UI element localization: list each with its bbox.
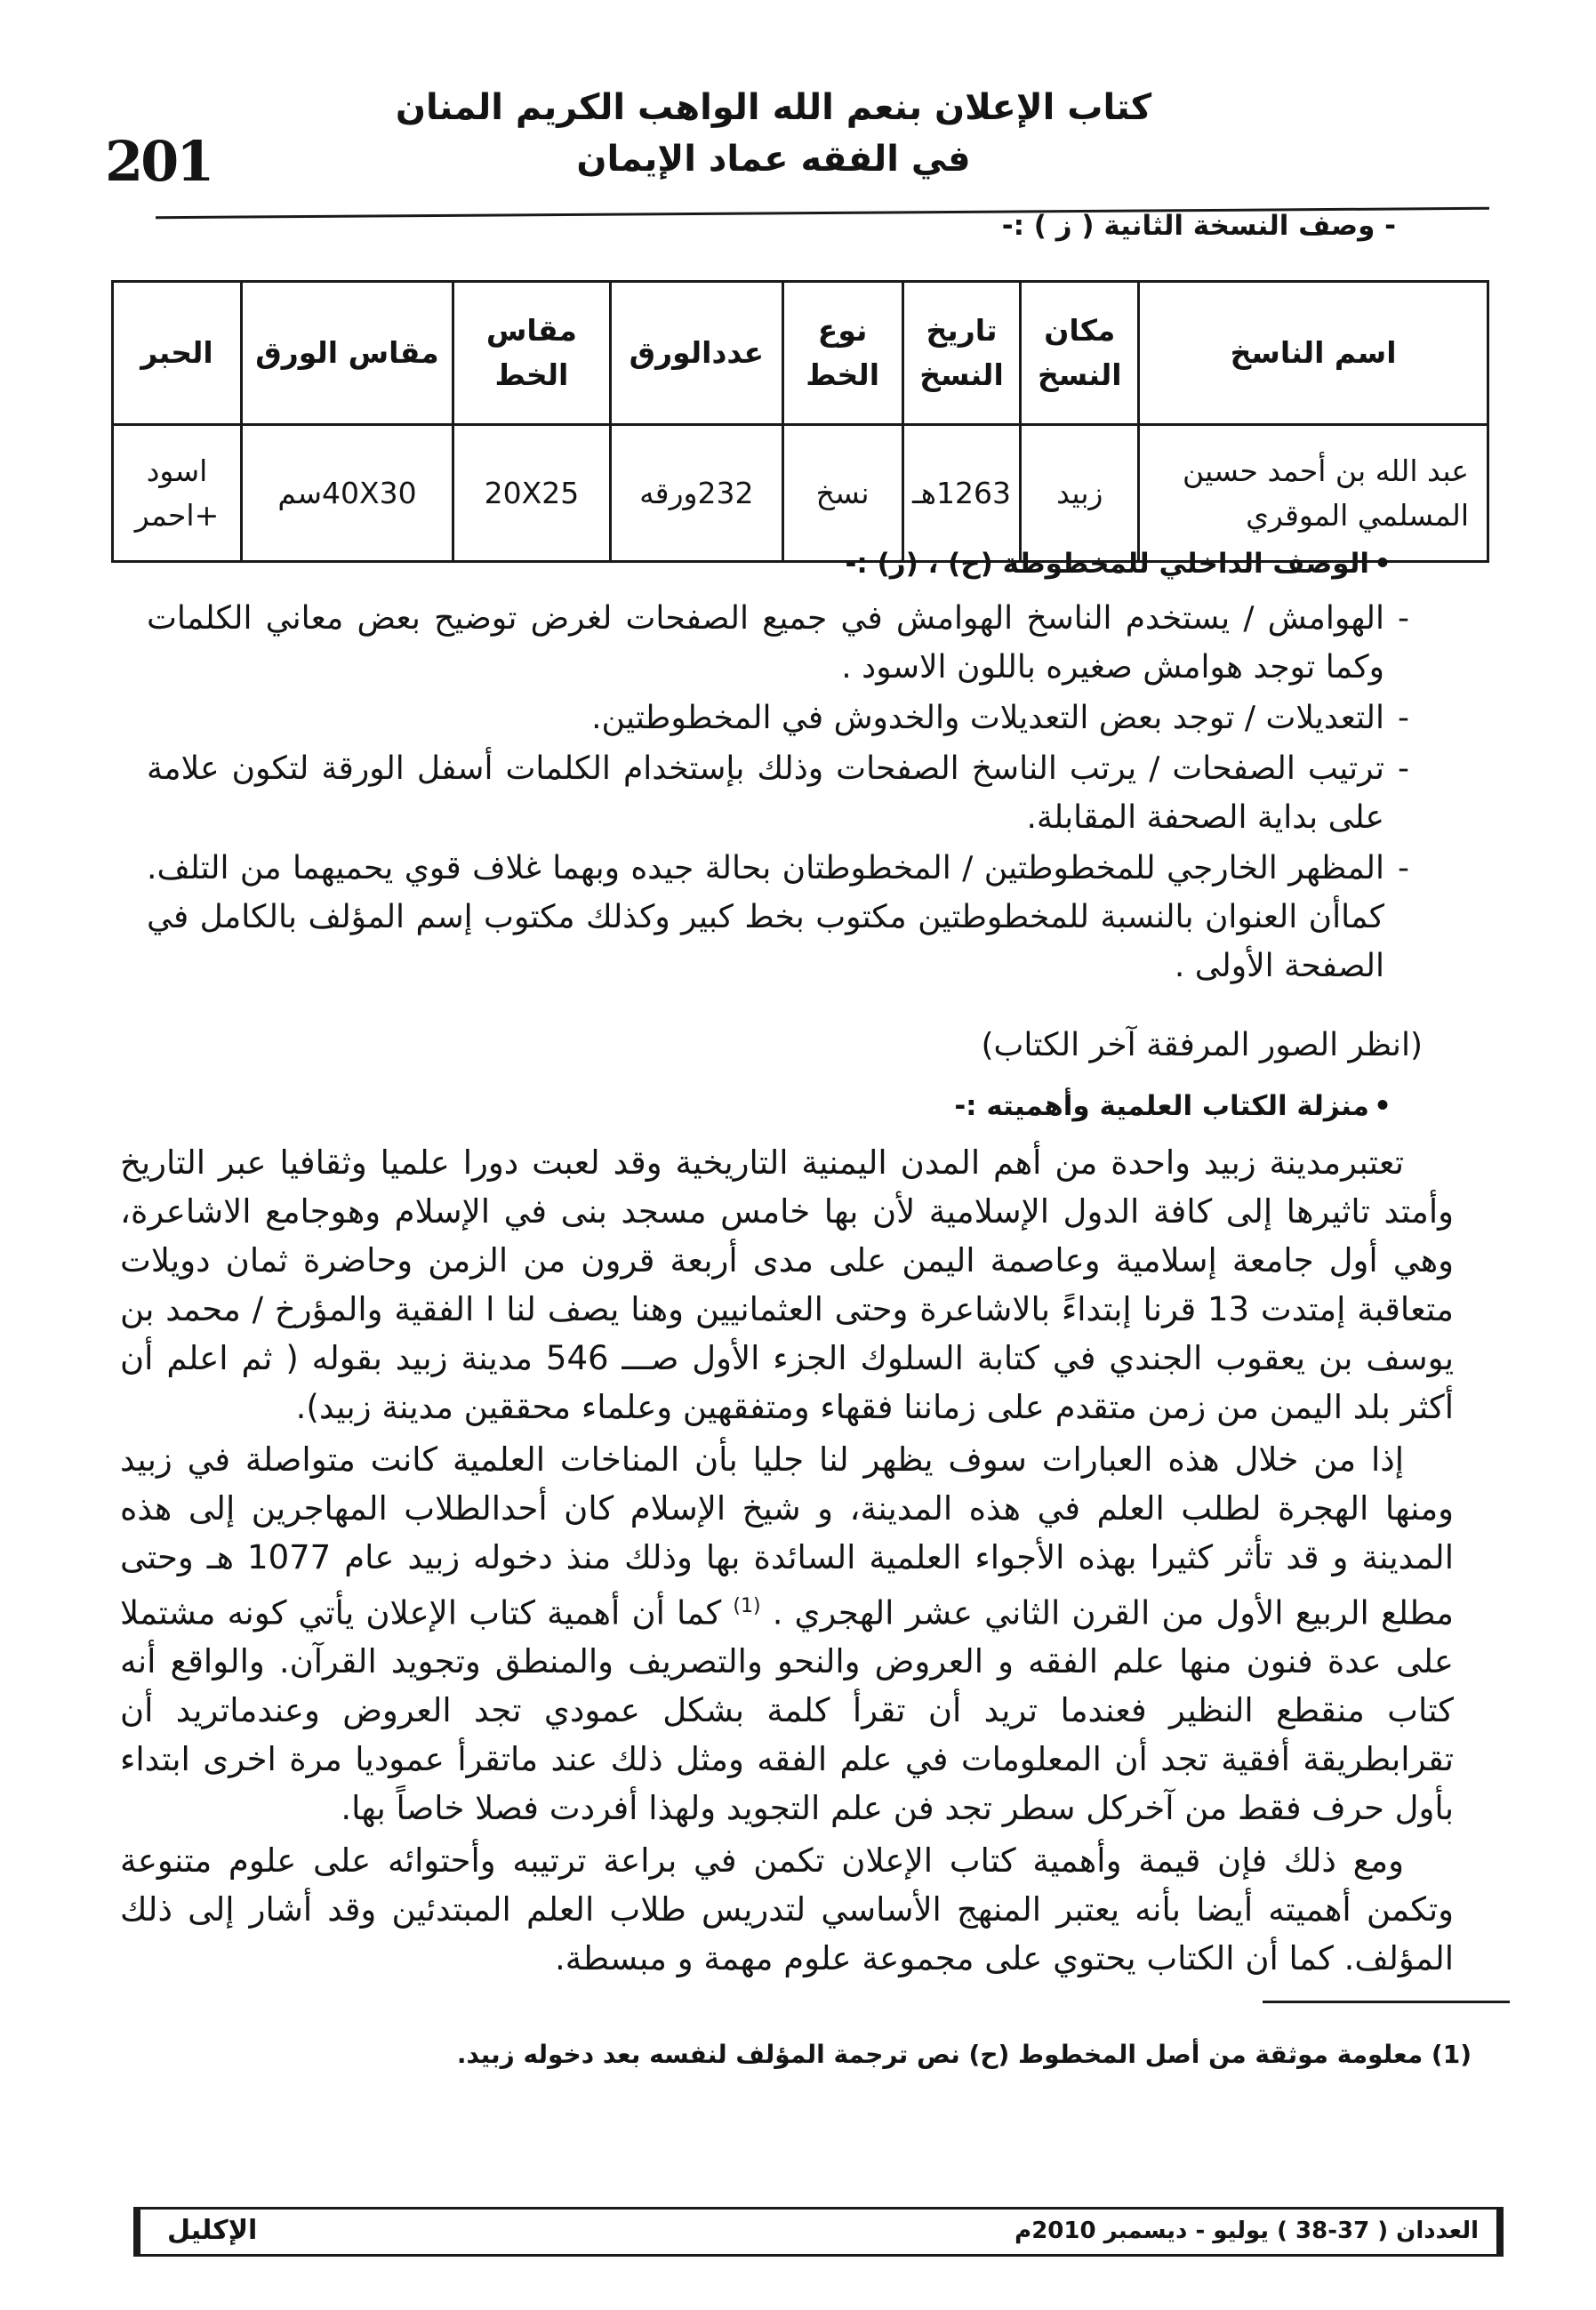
footnote-marker: (1) xyxy=(733,1595,761,1617)
column-header: نوع الخط xyxy=(782,282,902,425)
column-header: تاريخ النسخ xyxy=(902,282,1021,425)
column-header: مكان النسخ xyxy=(1021,282,1139,425)
table-row xyxy=(113,425,1488,562)
book-title: كتاب الإعلان بنعم الله الواهب الكريم المنان في الفقه عماد الإيمان xyxy=(395,87,1152,180)
table-cell: زبيد xyxy=(1021,425,1139,562)
column-header: مقاس الورق xyxy=(242,282,453,425)
table-cell: نسخ xyxy=(782,425,902,562)
paragraph: تعتبرمدينة زبيد واحدة من أهم المدن اليمنية التاريخية وقد لعبت دورا علميا وثقافيا عبر التاريخ وأمتد تاثيرها إلى كافة الدول الإسلامية لأن بها خامس مسجد بنى في الإسلام وهوجامع الاشاعرة، وهي أول جامعة إسلامية وعاصمة اليمن على مدى أربعة قرون من الزمن وحاضرة ثمان دويلات متعاقبة إمتدت 13 قرنا إبتداءً بالاشاعرة وحتى العثمانيين وهنا يصف لنا ا الفقية والمؤرخ / محمد بن يوسف بن يعقوب الجندي في كتابة السلوك الجزء الأول صـــ 546 مدينة زبيد بقوله ( ثم اعلم أن أكثر بلد اليمن من زمن متقدم على زماننا فقهاء ومتفقهين وعلماء محققين مدينة زبيد). xyxy=(120,1143,1454,1426)
bullet-icon: • xyxy=(1374,1090,1391,1122)
table-cell: عبد الله بن أحمد حسين المسلمي الموقري xyxy=(1139,425,1488,562)
list-item: - ترتيب الصفحات / يرتب الناسخ الصفحات وذلك بإستخدام الكلمات أسفل الورقة لتكون علامة على بداية الصحفة المقابلة. xyxy=(147,744,1409,842)
column-header: الحبر xyxy=(113,282,242,425)
page-number: 201 xyxy=(105,129,213,194)
second-copy-heading: - وصف النسخة الثانية ( ز ) :- xyxy=(1001,210,1396,242)
journal-logo: الإكليل xyxy=(167,2215,258,2246)
table-cell: اسود +احمر xyxy=(113,425,242,562)
bullet-icon: • xyxy=(1374,548,1391,580)
list-item: - التعديلات / توجد بعض التعديلات والخدوش في المخطوطتين. xyxy=(147,694,1409,742)
internal-description-list xyxy=(147,594,1409,992)
importance-body xyxy=(120,1138,1454,1986)
manuscript-table xyxy=(111,280,1489,563)
column-header: عددالورق xyxy=(610,282,782,425)
footnote-rule xyxy=(1263,2001,1510,2003)
table-cell: 20X25 xyxy=(453,425,610,562)
paragraph: ومع ذلك فإن قيمة وأهمية كتاب الإعلان تكمن في براعة ترتيبه وأحتوائه على علوم متنوعة وتكمن أهميته أيضا بأنه يعتبر المنهج الأساسي لتدريس طلاب العلم المبتدئين وقد أشار إلى ذلك المؤلف. كما أن الكتاب يحتوي على مجموعة علوم مهمة و مبسطة. xyxy=(120,1841,1454,1978)
table-header-row xyxy=(113,282,1488,425)
paragraph: إذا من خلال هذه العبارات سوف يظهر لنا جليا بأن المناخات العلمية كانت متواصلة في زبيد ومنها الهجرة لطلب العلم في هذه المدينة، و شيخ الإسلام كان أحدالطلاب المهاجرين إلى هذه المدينة و قد تأثر كثيرا بهذه الأجواء العلمية السائدة بها وذلك منذ دخوله زبيد عام 1077 هـ وحتى مطلع الربيع الأول من القرن الثاني عشر الهجري . $^{(1)}$ كما أن أهمية كتاب الإعلان يأتي كونه مشتملا على عدة فنون منها علم الفقه و العروض والنحو والتصريف والمنطق وتجويد القرآن. والواقع أنه كتاب منقطع النظير فعندما تريد أن تقرأ كلمة بشكل عمودي تجد العروض وعندماتريد أن تقرابطريقة أفقية تجد أن المعلومات في علم الفقه ومثل ذلك عند ماتقرأ عموديا مرة اخرى ابتداء بأول حرف فقط من آخركل سطر تجد فن علم التجويد ولهذا أفردت فصلا خاصاً بها. xyxy=(120,1440,1454,1828)
internal-description-heading: •الوصف الداخلي للمخطوطة (ح) ، (ز) :- xyxy=(846,544,1396,583)
list-item: - الهوامش / يستخدم الناسخ الهوامش في جميع الصفحات لغرض توضيح بعض معاني الكلمات وكما توجد هوامش صغيره باللون الاسود . xyxy=(147,594,1409,692)
table-cell: 1263هـ xyxy=(902,425,1021,562)
importance-heading: •منزلة الكتاب العلمية وأهميته :- xyxy=(954,1087,1396,1126)
table-cell: 232ورقه xyxy=(610,425,782,562)
column-header: مقاس الخط xyxy=(453,282,610,425)
list-item: - المظهر الخارجي للمخطوطتين / المخطوطتان بحالة جيده وبهما غلاف قوي يحميهما من التلف. كماأن العنوان بالنسبة للمخطوطتين مكتوب بخط كبير وكذلك مكتوب إسم المؤلف بالكامل في الصفحة الأولى . xyxy=(147,844,1409,991)
issue-info: العددان ( 37-38 ) يوليو - ديسمبر 2010م xyxy=(1015,2218,1479,2244)
images-reference: (انظر الصور المرفقة آخر الكتاب) xyxy=(981,1027,1423,1063)
column-header: اسم الناسخ xyxy=(1139,282,1488,425)
footer xyxy=(133,2207,1504,2257)
table-cell: 40X30سم xyxy=(242,425,453,562)
footnote: (1) معلومة موثقة من أصل المخطوط (ح) نص ترجمة المؤلف لنفسه بعد دخوله زبيد. xyxy=(456,2040,1472,2069)
